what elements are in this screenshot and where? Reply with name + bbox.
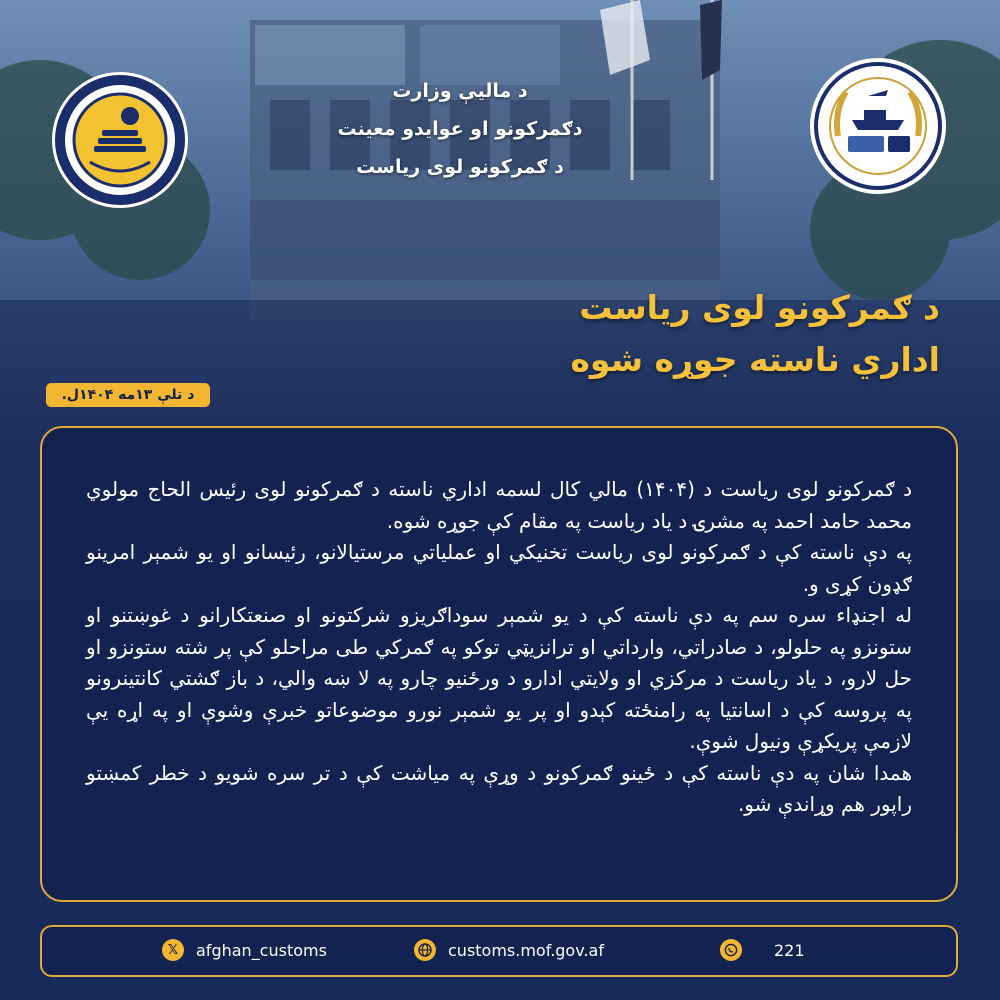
website-url: customs.mof.gov.af: [448, 940, 604, 960]
headline: [570, 282, 940, 386]
headline-line-2: اداري ناسته جوړه شوه: [570, 340, 940, 379]
body-paragraph-3: له اجنډاء سره سم په دې ناسته کې د یو شمېر سوداګریزو شرکتونو او صنعتکارانو د غوښتنو او ستونزو په حلولو، د صادراتي، وارداتي او ترانزیټي توکو په ګمرکي طی مراحلو کې پر شته ستونزو او حل لارو، د یاد ریاست د مرکزي او ولایتي ادارو د ورځنیو چارو په لا ښه والي، د باز ګشتي کانتینرونو په پروسه کې د اسانتیا په رامنځته کېدو او پر یو شمېر نورو موضوعاتو خبرې وشوې او په اړه یې لازمې پریکړې ونیول شوې.: [86, 603, 912, 753]
body-paragraph-4: همدا شان په دې ناسته کې د ځینو ګمرکونو د وړې په میاشت کې د تر سره شویو د خطر کمښتو راپور هم وړاندې شو.: [86, 760, 912, 816]
website-contact[interactable]: [414, 939, 604, 961]
phone-contact[interactable]: [720, 939, 805, 961]
body-paragraph-2: په دې ناسته کې د ګمرکونو لوی ریاست تخنیکي او عملیاتي مرستیالانو، رئیسانو او یو شمېر امرینو ګډون کړی و.: [86, 540, 912, 596]
phone-number: 221: [774, 940, 805, 960]
header-line-deputy-ministry: دګمرکونو او عوایدو معینت: [337, 118, 583, 140]
body-paragraph-1: د ګمرکونو لوی ریاست د (۱۴۰۴) مالي کال لسمه اداري ناسته د ګمرکونو لوی رئیس الحاج مولوي محمد حامد احمد په مشرۍ د یاد ریاست په مقام کې جوړه شوه.: [86, 477, 912, 533]
date-badge: د تلې ۱۳مه ۱۴۰۴ل.: [46, 383, 210, 407]
headline-line-1: د ګمرکونو لوی ریاست: [579, 288, 940, 327]
ministry-of-finance-seal-icon: [50, 70, 190, 210]
x-icon: 𝕏: [162, 939, 184, 961]
afghan-customs-department-seal-icon: [808, 56, 948, 196]
globe-icon: [414, 939, 436, 961]
whatsapp-icon: [720, 939, 742, 961]
twitter-handle: afghan_customs: [196, 940, 327, 960]
header-line-directorate: د ګمرکونو لوی ریاست: [356, 156, 564, 178]
twitter-contact[interactable]: [162, 939, 327, 961]
news-body-panel: [40, 426, 958, 902]
contact-footer: [40, 925, 958, 977]
header-line-ministry: د مالیې وزارت: [392, 80, 528, 102]
ministry-header: [300, 72, 620, 186]
